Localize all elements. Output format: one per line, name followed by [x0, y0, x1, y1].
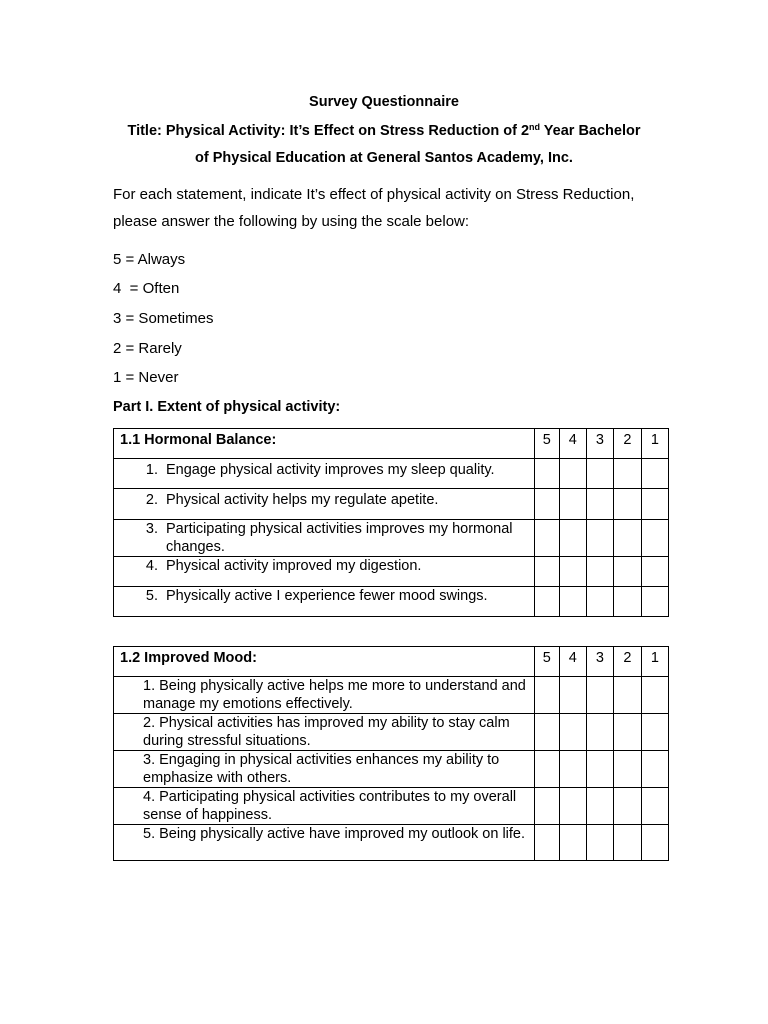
rating-cell-2[interactable] — [613, 489, 641, 520]
rating-cell-3[interactable] — [586, 677, 613, 714]
rating-cell-5[interactable] — [534, 714, 559, 751]
statement-cell — [114, 557, 535, 587]
table-header-row — [114, 647, 669, 677]
rating-cell-5[interactable] — [534, 459, 559, 489]
item-text: Physical activity helps my regulate apetite. — [166, 492, 439, 508]
rating-cell-4[interactable] — [559, 677, 586, 714]
survey-title-line-2: of Physical Education at General Santos Academy, Inc. — [195, 150, 573, 166]
instruction-line-1: For each statement, indicate It’s effect of physical activity on Stress Reduction, — [113, 186, 635, 203]
item-text: Participating physical activities improves my hormonal changes. — [166, 521, 513, 555]
rating-cell-3[interactable] — [586, 489, 613, 520]
scale-header-2: 2 — [613, 429, 641, 459]
rating-cell-4[interactable] — [559, 751, 586, 788]
title-superscript: nd — [529, 122, 541, 132]
scale-header-3: 3 — [586, 647, 613, 677]
statement-cell — [114, 520, 535, 557]
rating-cell-1[interactable] — [641, 557, 668, 587]
rating-cell-4[interactable] — [559, 489, 586, 520]
title-text-a: Title: Physical Activity: It’s Effect on Stress Reduction of 2 — [127, 123, 530, 139]
scale-item-5: 5 = Always — [113, 251, 186, 268]
scale-header-1: 1 — [641, 647, 668, 677]
rating-cell-3[interactable] — [586, 520, 613, 557]
item-number: 5. — [145, 588, 158, 604]
rating-cell-4[interactable] — [559, 587, 586, 617]
statement-cell — [114, 489, 535, 520]
scale-header-2: 2 — [613, 647, 641, 677]
rating-cell-2[interactable] — [613, 714, 641, 751]
part-one-title: Part I. Extent of physical activity: — [113, 399, 341, 415]
instruction-line-2: please answer the following by using the scale below: — [113, 213, 470, 230]
item-number: 1. — [145, 462, 158, 478]
statement-cell — [114, 587, 535, 617]
scale-header-5: 5 — [534, 429, 559, 459]
rating-cell-4[interactable] — [559, 520, 586, 557]
rating-cell-5[interactable] — [534, 788, 559, 825]
statement-cell: 4. Participating physical activities contributes to my overall sense of happiness. — [114, 788, 535, 825]
rating-cell-2[interactable] — [613, 825, 641, 861]
rating-cell-5[interactable] — [534, 677, 559, 714]
rating-cell-1[interactable] — [641, 520, 668, 557]
scale-item-2: 2 = Rarely — [113, 340, 182, 357]
rating-cell-2[interactable] — [613, 557, 641, 587]
survey-title-line-1 — [0, 123, 768, 139]
rating-cell-2[interactable] — [613, 788, 641, 825]
rating-cell-4[interactable] — [559, 825, 586, 861]
rating-cell-1[interactable] — [641, 587, 668, 617]
item-number: 3. — [145, 521, 158, 537]
survey-heading: Survey Questionnaire — [309, 94, 459, 110]
scale-header-1: 1 — [641, 429, 668, 459]
rating-cell-5[interactable] — [534, 587, 559, 617]
rating-cell-1[interactable] — [641, 714, 668, 751]
rating-cell-2[interactable] — [613, 459, 641, 489]
improved-mood-table — [113, 646, 669, 861]
table-row — [114, 557, 669, 587]
rating-cell-3[interactable] — [586, 557, 613, 587]
rating-cell-1[interactable] — [641, 459, 668, 489]
rating-cell-1[interactable] — [641, 489, 668, 520]
table-row — [114, 825, 669, 861]
scale-header-3: 3 — [586, 429, 613, 459]
rating-cell-3[interactable] — [586, 714, 613, 751]
rating-cell-2[interactable] — [613, 587, 641, 617]
rating-cell-3[interactable] — [586, 459, 613, 489]
statement-cell: 2. Physical activities has improved my ability to stay calm during stressful situations. — [114, 714, 535, 751]
rating-cell-1[interactable] — [641, 751, 668, 788]
rating-cell-5[interactable] — [534, 520, 559, 557]
rating-cell-5[interactable] — [534, 751, 559, 788]
rating-cell-3[interactable] — [586, 788, 613, 825]
rating-cell-5[interactable] — [534, 489, 559, 520]
scale-item-3: 3 = Sometimes — [113, 310, 214, 327]
statement-cell — [114, 459, 535, 489]
title-text-b: Year Bachelor — [540, 123, 641, 139]
item-text: Physical activity improved my digestion. — [166, 558, 422, 574]
section-header: 1.1 Hormonal Balance: — [114, 429, 535, 459]
rating-cell-2[interactable] — [613, 751, 641, 788]
hormonal-balance-table — [113, 428, 669, 617]
scale-header-5: 5 — [534, 647, 559, 677]
rating-cell-3[interactable] — [586, 751, 613, 788]
statement-cell: 3. Engaging in physical activities enhances my ability to emphasize with others. — [114, 751, 535, 788]
table-row — [114, 714, 669, 751]
item-text: Physically active I experience fewer mood swings. — [166, 588, 488, 604]
table-row — [114, 677, 669, 714]
scale-header-4: 4 — [559, 429, 586, 459]
table-row — [114, 587, 669, 617]
table-row — [114, 520, 669, 557]
rating-cell-4[interactable] — [559, 788, 586, 825]
rating-cell-4[interactable] — [559, 459, 586, 489]
table-row — [114, 489, 669, 520]
table-row — [114, 459, 669, 489]
rating-cell-3[interactable] — [586, 587, 613, 617]
table-row — [114, 751, 669, 788]
rating-cell-4[interactable] — [559, 557, 586, 587]
item-text: Engage physical activity improves my sleep quality. — [166, 462, 495, 478]
rating-cell-3[interactable] — [586, 825, 613, 861]
rating-cell-1[interactable] — [641, 788, 668, 825]
scale-header-4: 4 — [559, 647, 586, 677]
statement-cell: 5. Being physically active have improved my outlook on life. — [114, 825, 535, 861]
rating-cell-1[interactable] — [641, 825, 668, 861]
rating-cell-2[interactable] — [613, 677, 641, 714]
table-header-row — [114, 429, 669, 459]
scale-item-4: 4 = Often — [113, 280, 180, 297]
item-number: 4. — [145, 558, 158, 574]
rating-cell-2[interactable] — [613, 520, 641, 557]
rating-cell-5[interactable] — [534, 557, 559, 587]
rating-cell-4[interactable] — [559, 714, 586, 751]
scale-item-1: 1 = Never — [113, 369, 179, 386]
item-number: 2. — [145, 492, 158, 508]
rating-cell-5[interactable] — [534, 825, 559, 861]
statement-cell: 1. Being physically active helps me more to understand and manage my emotions effectively. — [114, 677, 535, 714]
section-header: 1.2 Improved Mood: — [114, 647, 535, 677]
rating-cell-1[interactable] — [641, 677, 668, 714]
table-row — [114, 788, 669, 825]
